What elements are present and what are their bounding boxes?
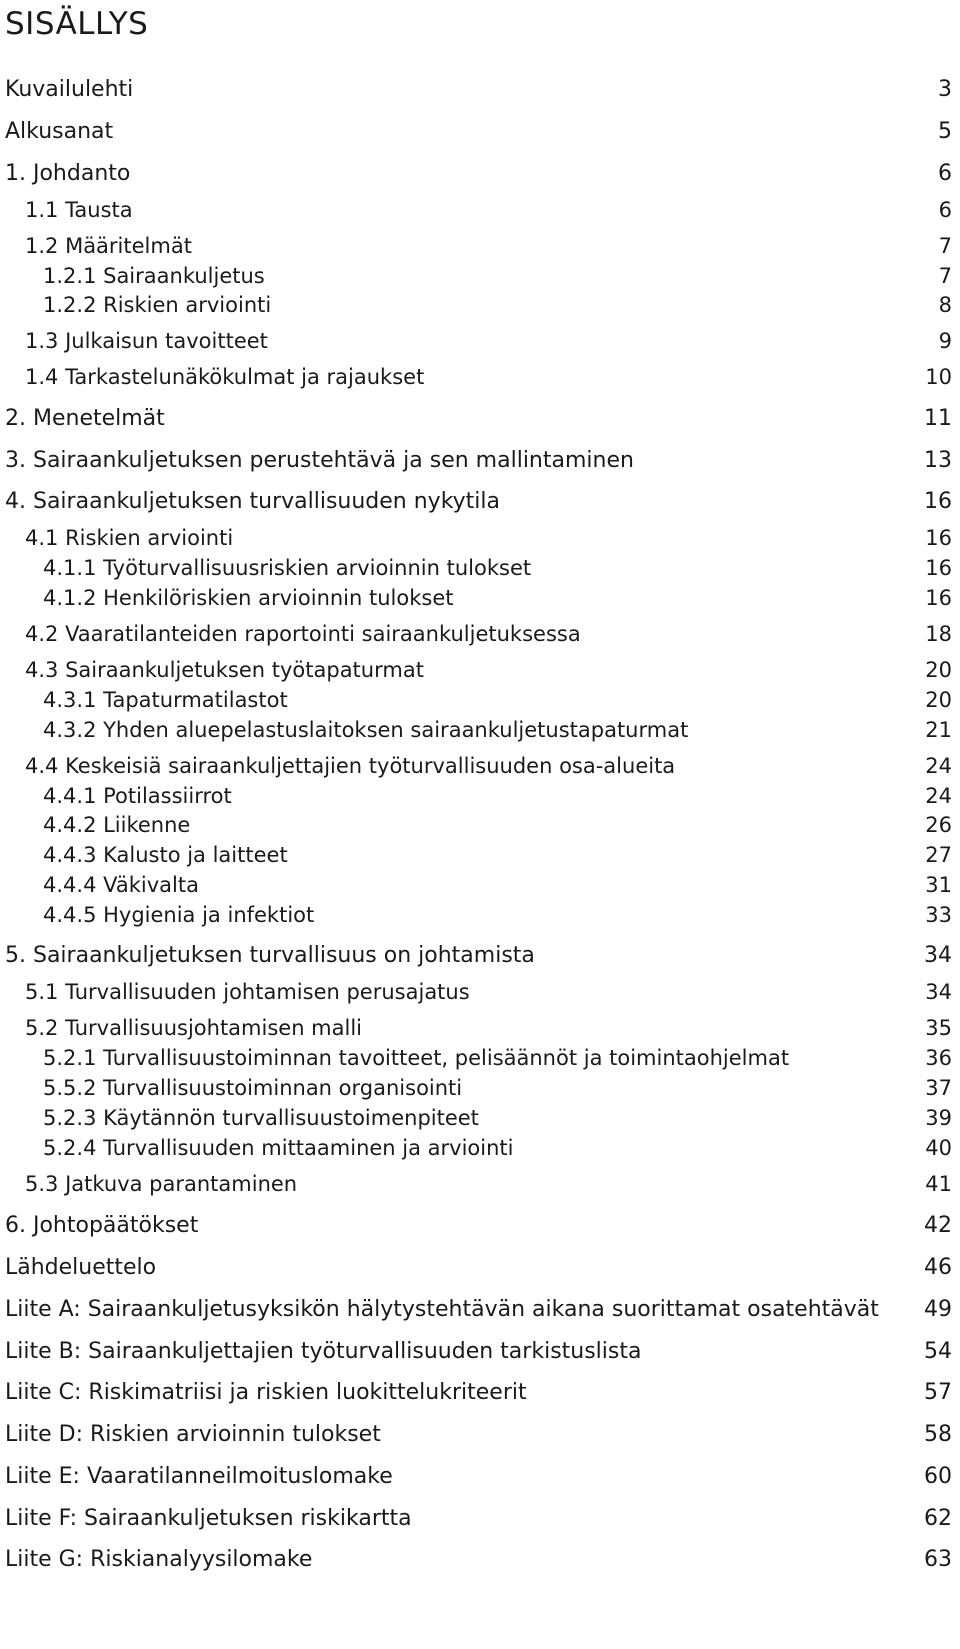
toc-entry-label: 4.3.1 Tapaturmatilastot [43, 688, 288, 712]
toc-entry [0, 1545, 960, 1575]
toc-entry [0, 1462, 960, 1492]
toc-entry-label: 4.4.2 Liikenne [43, 813, 191, 837]
toc-entry-page-number: 8 [938, 293, 952, 317]
toc-entry-label: 5.5.2 Turvallisuustoiminnan organisointi [43, 1076, 463, 1100]
toc-entry-page-number: 60 [924, 1464, 952, 1489]
toc-entry [0, 117, 960, 147]
toc-entry-label: 4.2 Vaaratilanteiden raportointi sairaankuljetuksessa [25, 622, 581, 646]
toc-entry-label: 1.2.1 Sairaankuljetus [43, 264, 265, 288]
toc-entry [0, 290, 960, 320]
toc-entry-label: 4.1 Riskien arviointi [25, 526, 234, 550]
toc-entry [0, 1253, 960, 1283]
toc-entry [0, 231, 960, 261]
toc-entry [0, 900, 960, 930]
toc-entry-page-number: 10 [925, 365, 952, 389]
toc-entry-page-number: 31 [925, 873, 952, 897]
toc-entry-label: 1.1 Tausta [25, 198, 133, 222]
toc-entry-page-number: 24 [925, 784, 952, 808]
toc-entry-page-number: 36 [925, 1046, 952, 1070]
toc-entry [0, 553, 960, 583]
toc-entry-label: 1.3 Julkaisun tavoitteet [25, 329, 268, 353]
toc-entry-page-number: 16 [925, 526, 952, 550]
toc-entry-page-number: 26 [925, 813, 952, 837]
toc-entry-label: 5.2.1 Turvallisuustoiminnan tavoitteet, pelisäännöt ja toimintaohjelmat [43, 1046, 790, 1070]
toc-entry [0, 487, 960, 517]
toc-entry-page-number: 34 [925, 980, 952, 1004]
toc-entry [0, 1295, 960, 1325]
toc-entry [0, 1103, 960, 1133]
toc-entry-page-number: 5 [938, 119, 952, 144]
toc-entry [0, 840, 960, 870]
toc-entry [0, 1073, 960, 1103]
toc-entry [0, 870, 960, 900]
toc-entry-page-number: 24 [925, 754, 952, 778]
toc-entry-label: 5. Sairaankuljetuksen turvallisuus on johtamista [5, 943, 535, 968]
toc-entry-label: Liite A: Sairaankuljetusyksikön hälytystehtävän aikana suorittamat osatehtävät [5, 1297, 879, 1322]
toc-entry [0, 75, 960, 105]
toc-entry-page-number: 40 [925, 1136, 952, 1160]
toc-entry-label: 2. Menetelmät [5, 406, 165, 431]
toc-entry-page-number: 49 [924, 1297, 952, 1322]
toc-entry [0, 446, 960, 476]
toc-entry [0, 941, 960, 971]
toc-entry-page-number: 34 [924, 943, 952, 968]
toc-entry-label: 6. Johtopäätökset [5, 1213, 199, 1238]
toc-entry-label: 4. Sairaankuljetuksen turvallisuuden nykytila [5, 489, 501, 514]
toc-entry-page-number: 3 [938, 77, 952, 102]
toc-entry-label: Liite G: Riskianalyysilomake [5, 1547, 313, 1572]
toc-entry-label: 5.2.4 Turvallisuuden mittaaminen ja arviointi [43, 1136, 514, 1160]
toc-entry-label: 4.1.2 Henkilöriskien arvioinnin tulokset [43, 586, 454, 610]
toc-entry [0, 1043, 960, 1073]
toc-entry-page-number: 42 [924, 1213, 952, 1238]
toc-entry [0, 326, 960, 356]
toc-entry-label: 4.4.1 Potilassiirrot [43, 784, 232, 808]
toc-entry [0, 715, 960, 745]
toc-entry-page-number: 46 [924, 1255, 952, 1280]
toc-entry [0, 159, 960, 189]
toc-entry [0, 1504, 960, 1534]
toc-entry-page-number: 20 [925, 688, 952, 712]
toc-entry-label: 4.4.4 Väkivalta [43, 873, 199, 897]
toc-entry-page-number: 6 [938, 198, 952, 222]
toc-entry [0, 404, 960, 434]
toc-entry-page-number: 39 [925, 1106, 952, 1130]
toc-entry-page-number: 37 [925, 1076, 952, 1100]
toc-entry [0, 781, 960, 811]
toc-entry-page-number: 16 [925, 556, 952, 580]
toc-entry-page-number: 18 [925, 622, 952, 646]
toc-entry-label: 1.4 Tarkastelunäkökulmat ja rajaukset [25, 365, 425, 389]
toc-entry [0, 977, 960, 1007]
toc-entry [0, 1211, 960, 1241]
toc-entry-label: 4.4 Keskeisiä sairaankuljettajien työturvallisuuden osa-alueita [25, 754, 676, 778]
toc-entry-page-number: 16 [925, 586, 952, 610]
page-title: SISÄLLYS [5, 6, 149, 42]
toc-entry [0, 810, 960, 840]
toc-entry-page-number: 35 [925, 1016, 952, 1040]
toc-entry-page-number: 16 [924, 489, 952, 514]
toc-entry-label: 4.3.2 Yhden aluepelastuslaitoksen sairaankuljetustapaturmat [43, 718, 689, 742]
toc-entry-page-number: 41 [925, 1172, 952, 1196]
toc-entry-label: 4.1.1 Työturvallisuusriskien arvioinnin tulokset [43, 556, 532, 580]
toc-entry-label: 1.2 Määritelmät [25, 234, 192, 258]
toc-entry-label: 4.4.5 Hygienia ja infektiot [43, 903, 315, 927]
toc-entry-page-number: 27 [925, 843, 952, 867]
toc-entry-page-number: 7 [938, 264, 952, 288]
toc-entry-label: 5.1 Turvallisuuden johtamisen perusajatus [25, 980, 470, 1004]
toc-entry-label: Liite B: Sairaankuljettajien työturvallisuuden tarkistuslista [5, 1339, 642, 1364]
toc-entry-page-number: 33 [925, 903, 952, 927]
toc-entry-page-number: 58 [924, 1422, 952, 1447]
toc-entry [0, 1133, 960, 1163]
toc-entry [0, 1378, 960, 1408]
toc-entry-label: 1. Johdanto [5, 161, 131, 186]
toc-entry-page-number: 6 [938, 161, 952, 186]
toc-entry [0, 583, 960, 613]
toc-entry-page-number: 21 [925, 718, 952, 742]
toc-entry-label: 5.3 Jatkuva parantaminen [25, 1172, 298, 1196]
toc-entry-label: 4.4.3 Kalusto ja laitteet [43, 843, 288, 867]
toc-entry-label: Alkusanat [5, 119, 114, 144]
toc-entry-page-number: 62 [924, 1506, 952, 1531]
toc-entry-label: Liite F: Sairaankuljetuksen riskikartta [5, 1506, 412, 1531]
toc-entry-label: Liite C: Riskimatriisi ja riskien luokittelukriteerit [5, 1380, 527, 1405]
toc-entry [0, 261, 960, 291]
toc-entry-page-number: 63 [924, 1547, 952, 1572]
toc-entry-label: Liite E: Vaaratilanneilmoituslomake [5, 1464, 393, 1489]
toc-entry-page-number: 13 [924, 448, 952, 473]
toc-entry-label: 3. Sairaankuljetuksen perustehtävä ja sen mallintaminen [5, 448, 634, 473]
toc-entry [0, 685, 960, 715]
toc-entry-label: 4.3 Sairaankuljetuksen työtapaturmat [25, 658, 424, 682]
toc-entry-label: Lähdeluettelo [5, 1255, 157, 1280]
toc-entry-label: Liite D: Riskien arvioinnin tulokset [5, 1422, 381, 1447]
toc-entry [0, 523, 960, 553]
toc-entry [0, 619, 960, 649]
toc-entry [0, 1013, 960, 1043]
toc-entry [0, 362, 960, 392]
toc-entry-page-number: 9 [938, 329, 952, 353]
toc-entry [0, 655, 960, 685]
toc-entry [0, 1169, 960, 1199]
toc-entry-label: Kuvailulehti [5, 77, 134, 102]
toc-entry [0, 1337, 960, 1367]
toc-entry [0, 1420, 960, 1450]
toc-entry-page-number: 20 [925, 658, 952, 682]
toc-entry-page-number: 57 [924, 1380, 952, 1405]
toc-entry-label: 5.2 Turvallisuusjohtamisen malli [25, 1016, 363, 1040]
toc-entry-page-number: 7 [938, 234, 952, 258]
toc-entry-page-number: 11 [924, 406, 952, 431]
toc-entry [0, 751, 960, 781]
toc-entry-page-number: 54 [924, 1339, 952, 1364]
toc-entry-label: 1.2.2 Riskien arviointi [43, 293, 272, 317]
toc-entry [0, 195, 960, 225]
toc-entry-label: 5.2.3 Käytännön turvallisuustoimenpiteet [43, 1106, 479, 1130]
